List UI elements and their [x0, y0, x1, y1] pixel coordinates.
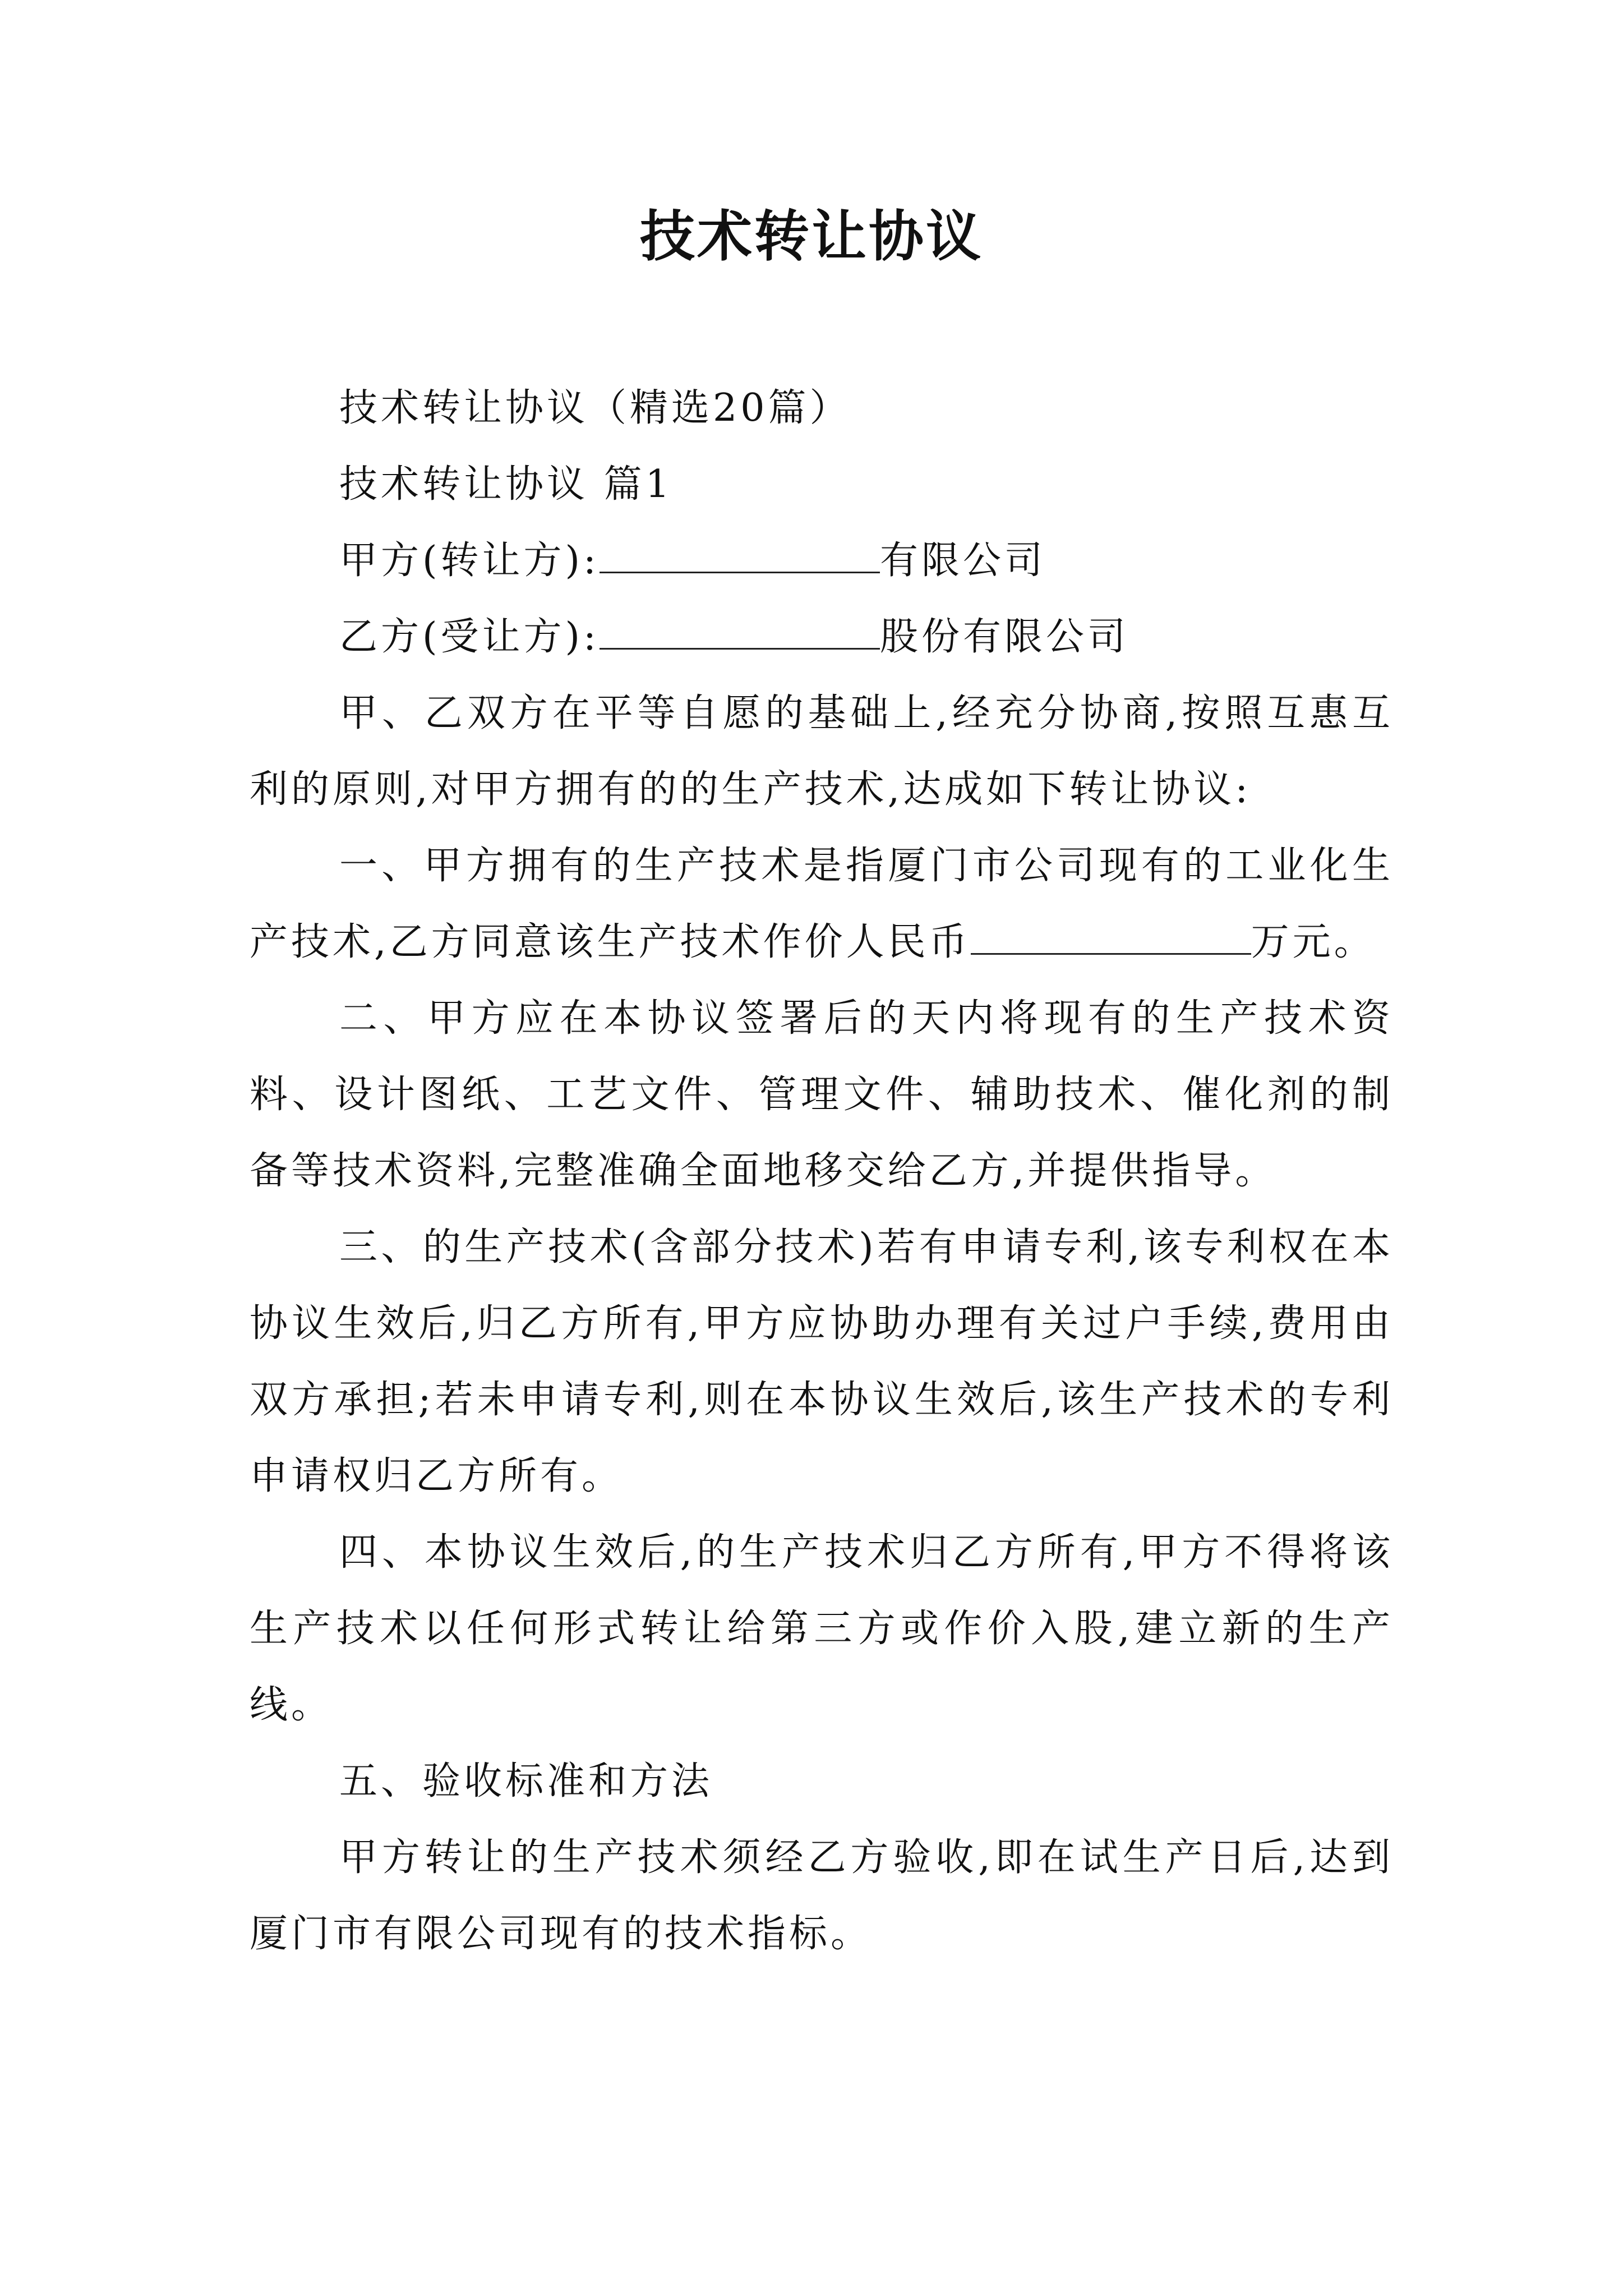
subtitle-line: 技术转让协议（精选20篇）	[339, 386, 851, 430]
party-b-blank	[600, 613, 880, 650]
party-b-label: 乙方(受让方):	[339, 615, 600, 659]
clause-2-paragraph: 二、甲方应在本协议签署后的天内将现有的生产技术资料、设计图纸、工艺文件、管理文件、辅助技术、催化剂的制备等技术资料,完整准确全面地移交给乙方,并提供指导。	[250, 996, 1394, 1193]
price-blank	[971, 918, 1251, 955]
clause-5-paragraph: 甲方转让的生产技术须经乙方验收,即在试生产日后,达到厦门市有限公司现有的技术指标。	[250, 1835, 1394, 1956]
intro-paragraph: 甲、乙双方在平等自愿的基础上,经充分协商,按照互惠互利的原则,对甲方拥有的的生产技术,达成如下转让协议:	[250, 691, 1394, 812]
party-b-line	[250, 599, 1394, 675]
clause-4-paragraph: 四、本协议生效后,的生产技术归乙方所有,甲方不得将该生产技术以任何形式转让给第三方或作价入股,建立新的生产线。	[250, 1530, 1394, 1727]
section-heading: 技术转让协议 篇1	[339, 462, 673, 507]
clause-1-suffix: 万元。	[1251, 920, 1376, 964]
party-a-line	[250, 523, 1394, 599]
party-a-blank	[600, 537, 880, 573]
clause-3-paragraph: 三、的生产技术(含部分技术)若有申请专利,该专利权在本协议生效后,归乙方所有,甲方应协助办理有关过户手续,费用由双方承担;若未申请专利,则在本协议生效后,该生产技术的专利申请权归乙方所有。	[250, 1225, 1394, 1498]
party-a-suffix: 有限公司	[879, 539, 1046, 583]
party-a-label: 甲方(转让方):	[339, 539, 600, 583]
clause-5-heading: 五、验收标准和方法	[339, 1759, 713, 1803]
document-body	[250, 370, 1394, 1972]
document-title: 技术转让协议	[639, 204, 983, 269]
clause-1-text: 一、甲方拥有的生产技术是指厦门市公司现有的工业化生产技术,乙方同意该生产技术作价人民币	[250, 844, 1394, 964]
clause-1-paragraph	[250, 828, 1394, 981]
party-b-suffix: 股份有限公司	[879, 615, 1129, 659]
